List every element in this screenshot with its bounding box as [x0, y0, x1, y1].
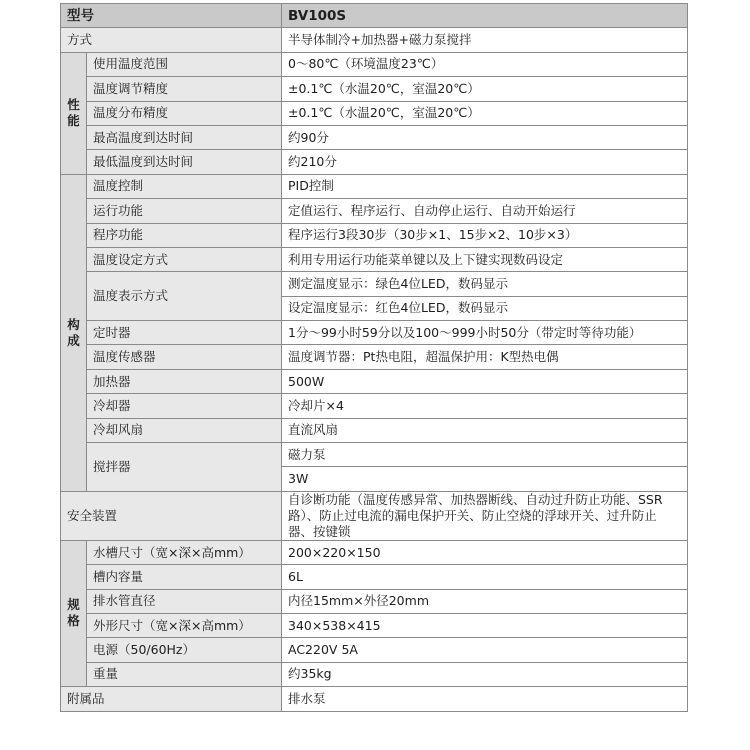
row-label: 排水管直径 [87, 589, 282, 613]
accessory-label: 附属品 [61, 687, 282, 711]
table-row [61, 223, 688, 247]
method-label: 方式 [61, 28, 282, 52]
group-char: 性 [67, 97, 80, 113]
row-label: 水槽尺寸（宽×深×高mm） [87, 540, 282, 564]
safety-value: 自诊断功能（温度传感异常、加热器断线、自动过升防止功能、SSR路）、防止过电流的漏电保护开关、防止空烧的浮球开关、过升防止器、按键锁 [282, 491, 688, 540]
table-row [61, 150, 688, 174]
row-value: 内径15mm×外径20mm [282, 589, 688, 613]
group-char: 格 [67, 613, 80, 629]
table-row-model [61, 4, 688, 28]
row-label: 冷却器 [87, 394, 282, 418]
table-row [61, 174, 688, 198]
table-row [61, 247, 688, 271]
row-label: 最高温度到达时间 [87, 125, 282, 149]
row-label: 程序功能 [87, 223, 282, 247]
table-row [61, 321, 688, 345]
row-value: 设定温度显示：红色4位LED，数码显示 [282, 296, 688, 320]
table-row [61, 589, 688, 613]
row-value: 温度调节器：Pt热电阻，超温保护用：K型热电偶 [282, 345, 688, 369]
row-label: 加热器 [87, 369, 282, 393]
table-row [61, 345, 688, 369]
group-char: 构 [67, 316, 80, 332]
table-row [61, 101, 688, 125]
model-label: 型号 [61, 4, 282, 28]
row-label: 运行功能 [87, 199, 282, 223]
group-composition [61, 174, 87, 491]
table-row [61, 443, 688, 467]
row-label: 冷却风扇 [87, 418, 282, 442]
row-label: 定时器 [87, 321, 282, 345]
group-char: 成 [67, 332, 80, 348]
row-value: 约90分 [282, 125, 688, 149]
spec-table [60, 3, 688, 712]
row-label: 最低温度到达时间 [87, 150, 282, 174]
row-value: 约35kg [282, 662, 688, 686]
row-value: 直流风扇 [282, 418, 688, 442]
row-label: 温度设定方式 [87, 247, 282, 271]
row-value: 利用专用运行功能菜单键以及上下键实现数码设定 [282, 247, 688, 271]
table-row-safety [61, 491, 688, 540]
table-row-method [61, 28, 688, 52]
row-value: 200×220×150 [282, 540, 688, 564]
row-value: ±0.1℃（水温20℃，室温20℃） [282, 101, 688, 125]
table-row [61, 199, 688, 223]
row-value: 约210分 [282, 150, 688, 174]
row-label: 使用温度范围 [87, 52, 282, 76]
row-value: 0～80℃（环境温度23℃） [282, 52, 688, 76]
table-row [61, 638, 688, 662]
table-row [61, 662, 688, 686]
row-label: 温度分布精度 [87, 101, 282, 125]
row-value: ±0.1℃（水温20℃，室温20℃） [282, 77, 688, 101]
group-performance [61, 52, 87, 174]
row-value: 程序运行3段30步（30步×1、15步×2、10步×3） [282, 223, 688, 247]
row-value: 1分～99小时59分以及100～999小时50分（带定时等待功能） [282, 321, 688, 345]
table-row [61, 418, 688, 442]
table-row [61, 272, 688, 296]
table-row [61, 565, 688, 589]
accessory-value: 排水泵 [282, 687, 688, 711]
model-value: BV100S [282, 4, 688, 28]
safety-label: 安全装置 [61, 491, 282, 540]
group-char: 能 [67, 113, 80, 129]
row-value: 6L [282, 565, 688, 589]
row-value: 500W [282, 369, 688, 393]
row-value: 磁力泵 [282, 443, 688, 467]
table-row [61, 369, 688, 393]
table-row [61, 394, 688, 418]
row-value: AC220V 5A [282, 638, 688, 662]
method-value: 半导体制冷+加热器+磁力泵搅拌 [282, 28, 688, 52]
row-value: 冷却片×4 [282, 394, 688, 418]
row-label: 温度表示方式 [87, 272, 282, 321]
table-row [61, 613, 688, 637]
row-label: 槽内容量 [87, 565, 282, 589]
row-label: 温度控制 [87, 174, 282, 198]
row-value: PID控制 [282, 174, 688, 198]
row-label: 搅拌器 [87, 443, 282, 492]
row-value: 340×538×415 [282, 613, 688, 637]
row-value: 测定温度显示：绿色4位LED，数码显示 [282, 272, 688, 296]
row-label: 外形尺寸（宽×深×高mm） [87, 613, 282, 637]
table-row-accessory [61, 687, 688, 711]
table-row [61, 52, 688, 76]
group-specs [61, 540, 87, 686]
table-row [61, 77, 688, 101]
table-row [61, 540, 688, 564]
row-label: 重量 [87, 662, 282, 686]
row-label: 温度调节精度 [87, 77, 282, 101]
row-value: 3W [282, 467, 688, 491]
row-value: 定值运行、程序运行、自动停止运行、自动开始运行 [282, 199, 688, 223]
row-label: 电源（50/60Hz） [87, 638, 282, 662]
row-label: 温度传感器 [87, 345, 282, 369]
table-row [61, 125, 688, 149]
group-char: 规 [67, 597, 80, 613]
